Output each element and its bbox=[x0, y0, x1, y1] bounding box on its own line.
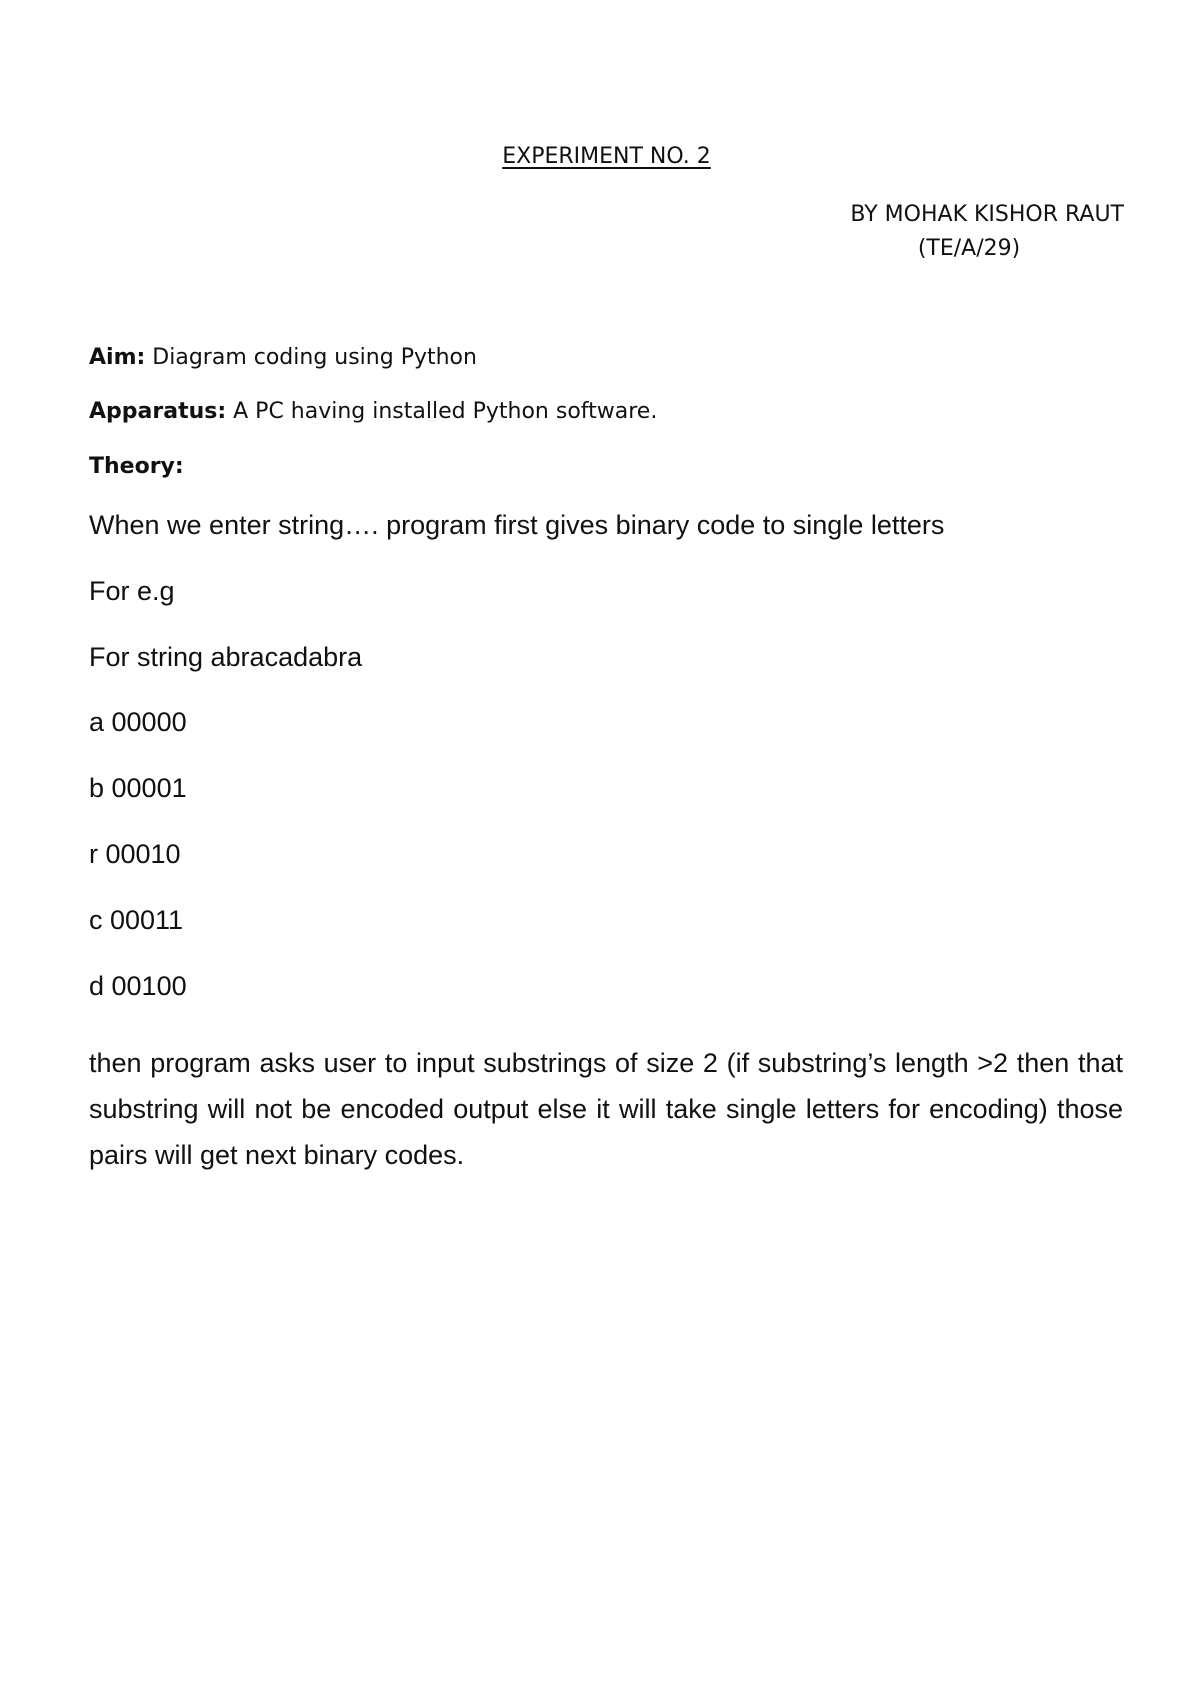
theory-label: Theory: bbox=[89, 454, 184, 479]
aim-label: Aim: bbox=[89, 345, 146, 370]
experiment-title: EXPERIMENT NO. 2 bbox=[502, 144, 711, 169]
aim-text: Diagram coding using Python bbox=[145, 345, 477, 370]
code-line: b 00001 bbox=[89, 773, 187, 803]
apparatus-line bbox=[89, 401, 657, 423]
example-label: For e.g bbox=[89, 576, 175, 606]
code-line: c 00011 bbox=[89, 905, 184, 935]
theory-intro: When we enter string…. program first gives binary code to single letters bbox=[89, 510, 945, 540]
closing-paragraph: then program asks user to input substrings of size 2 (if substring’s length >2 then that substring will not be encoded output else it will take single letters for encoding) those pairs will get next binary codes. bbox=[89, 1048, 1123, 1170]
aim-line bbox=[89, 347, 477, 369]
code-line: r 00010 bbox=[89, 839, 181, 869]
apparatus-label: Apparatus: bbox=[89, 399, 227, 424]
code-line: a 00000 bbox=[89, 707, 187, 737]
example-string: For string abracadabra bbox=[89, 642, 363, 672]
code-line: d 00100 bbox=[89, 971, 187, 1001]
theory-heading bbox=[89, 456, 184, 478]
roll-number: (TE/A/29) bbox=[917, 236, 1021, 261]
apparatus-text: A PC having installed Python software. bbox=[226, 399, 658, 424]
author-name: BY MOHAK KISHOR RAUT bbox=[850, 202, 1124, 227]
